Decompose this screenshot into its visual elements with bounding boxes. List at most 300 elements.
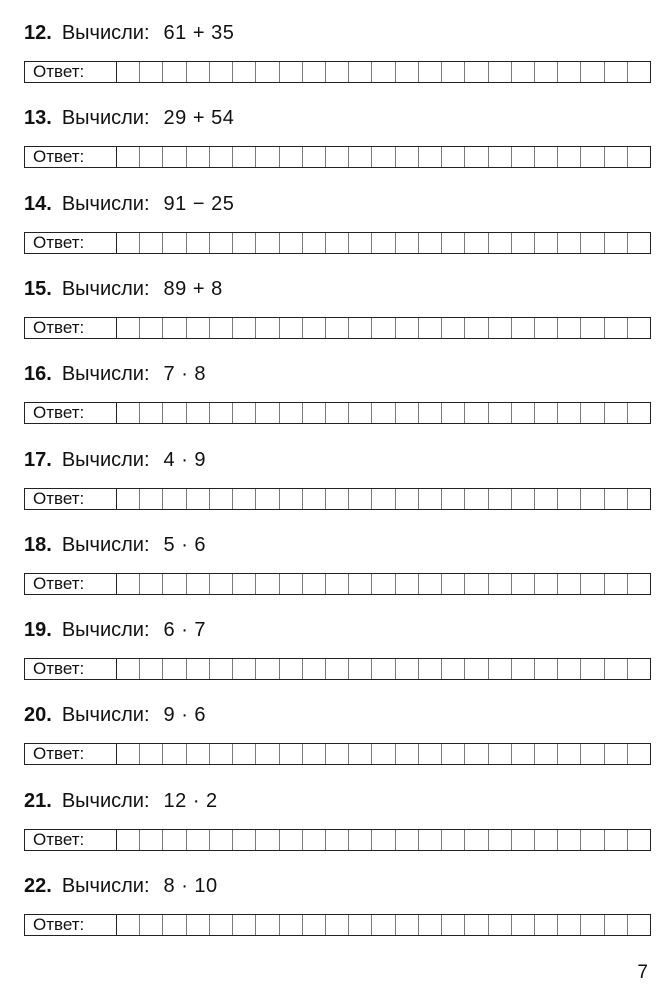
task-verb: Вычисли: (61, 107, 150, 130)
answer-cell[interactable] (256, 489, 279, 509)
task-verb: Вычисли: (61, 22, 150, 44)
answer-cell[interactable] (187, 830, 210, 850)
answer-cell[interactable] (233, 403, 256, 423)
answer-cell[interactable] (163, 830, 186, 850)
answer-cell[interactable] (442, 233, 465, 253)
answer-cell[interactable] (372, 659, 395, 679)
answer-cell[interactable] (117, 403, 140, 423)
answer-cell[interactable] (372, 403, 395, 423)
page-number: 7 (637, 962, 648, 983)
answer-cell[interactable] (628, 62, 650, 82)
answer-cell[interactable] (303, 62, 326, 82)
answer-cell[interactable] (396, 659, 419, 679)
answer-cell[interactable] (442, 915, 465, 935)
answer-cell[interactable] (210, 62, 233, 82)
answer-cell[interactable] (210, 915, 233, 935)
answer-cell[interactable] (442, 403, 465, 423)
answer-cell[interactable] (187, 574, 210, 594)
answer-cell[interactable] (256, 147, 279, 167)
answer-cell[interactable] (187, 489, 210, 509)
answer-cell[interactable] (419, 489, 442, 509)
answer-cell[interactable] (349, 915, 372, 935)
answer-cell[interactable] (256, 659, 279, 679)
answer-cell[interactable] (396, 574, 419, 594)
answer-cell[interactable] (581, 659, 604, 679)
answer-cell[interactable] (210, 233, 233, 253)
answer-cell[interactable] (512, 147, 535, 167)
answer-cell[interactable] (117, 318, 140, 338)
answer-cell[interactable] (396, 830, 419, 850)
answer-cell[interactable] (372, 915, 395, 935)
answer-cell[interactable] (280, 403, 303, 423)
task-expression: 61 + 35 (163, 22, 235, 44)
answer-cell[interactable] (535, 147, 558, 167)
answer-cell[interactable] (396, 147, 419, 167)
answer-cell[interactable] (326, 830, 349, 850)
answer-cell[interactable] (326, 659, 349, 679)
answer-cell[interactable] (558, 147, 581, 167)
answer-cell[interactable] (512, 574, 535, 594)
answer-cell[interactable] (558, 574, 581, 594)
answer-cell[interactable] (372, 830, 395, 850)
answer-cell[interactable] (303, 574, 326, 594)
answer-cell[interactable] (628, 403, 650, 423)
answer-cell[interactable] (117, 233, 140, 253)
answer-cell[interactable] (489, 489, 512, 509)
answer-cell[interactable] (117, 659, 140, 679)
task-12 (0, 8, 666, 94)
answer-cell[interactable] (465, 659, 488, 679)
answer-cell[interactable] (512, 659, 535, 679)
answer-cell[interactable] (419, 233, 442, 253)
answer-cell[interactable] (396, 233, 419, 253)
answer-cell[interactable] (628, 318, 650, 338)
answer-cell[interactable] (512, 915, 535, 935)
answer-cell[interactable] (256, 574, 279, 594)
task-verb: Вычисли: (61, 875, 150, 897)
answer-cell[interactable] (140, 574, 163, 594)
answer-cell[interactable] (442, 489, 465, 509)
answer-cell[interactable] (442, 147, 465, 167)
answer-cell[interactable] (233, 147, 256, 167)
answer-cell[interactable] (280, 62, 303, 82)
answer-cell[interactable] (256, 915, 279, 935)
answer-cell[interactable] (140, 489, 163, 509)
answer-cell[interactable] (210, 318, 233, 338)
task-number: 19 (24, 619, 47, 642)
answer-cell[interactable] (512, 489, 535, 509)
answer-cell[interactable] (512, 318, 535, 338)
answer-cell[interactable] (349, 147, 372, 167)
answer-cell[interactable] (628, 574, 650, 594)
answer-cell[interactable] (349, 318, 372, 338)
answer-cell[interactable] (140, 915, 163, 935)
answer-cell[interactable] (535, 659, 558, 679)
answer-cell[interactable] (419, 659, 442, 679)
answer-cell[interactable] (349, 744, 372, 764)
answer-cells (117, 574, 650, 594)
answer-cell[interactable] (419, 574, 442, 594)
answer-cell[interactable] (280, 147, 303, 167)
answer-cell[interactable] (233, 915, 256, 935)
task-expression: 9 · 6 (163, 704, 207, 727)
task-statement (24, 534, 206, 560)
answer-cell[interactable] (581, 915, 604, 935)
answer-cell[interactable] (187, 233, 210, 253)
answer-cell[interactable] (558, 830, 581, 850)
answer-cell[interactable] (581, 489, 604, 509)
answer-cell[interactable] (372, 318, 395, 338)
answer-cell[interactable] (605, 489, 628, 509)
answer-cell[interactable] (605, 830, 628, 850)
answer-cell[interactable] (233, 489, 256, 509)
answer-cell[interactable] (117, 830, 140, 850)
answer-cell[interactable] (163, 318, 186, 338)
answer-cell[interactable] (163, 233, 186, 253)
answer-row (24, 829, 651, 851)
answer-cell[interactable] (372, 147, 395, 167)
answer-cell[interactable] (303, 659, 326, 679)
answer-cell[interactable] (163, 147, 186, 167)
answer-cell[interactable] (628, 147, 650, 167)
answer-cell[interactable] (581, 147, 604, 167)
answer-cell[interactable] (303, 830, 326, 850)
answer-cell[interactable] (140, 403, 163, 423)
answer-cell[interactable] (187, 318, 210, 338)
answer-cell[interactable] (535, 403, 558, 423)
answer-cell[interactable] (187, 147, 210, 167)
answer-cell[interactable] (535, 233, 558, 253)
answer-cell[interactable] (581, 574, 604, 594)
answer-cell[interactable] (326, 574, 349, 594)
answer-cell[interactable] (465, 574, 488, 594)
answer-cell[interactable] (558, 62, 581, 82)
answer-cell[interactable] (396, 403, 419, 423)
answer-cell[interactable] (535, 62, 558, 82)
answer-row (24, 232, 651, 254)
answer-cell[interactable] (117, 147, 140, 167)
task-verb: Вычисли: (61, 619, 150, 642)
answer-cell[interactable] (256, 744, 279, 764)
answer-cell[interactable] (512, 233, 535, 253)
task-statement (24, 619, 206, 645)
answer-cell[interactable] (489, 659, 512, 679)
answer-cell[interactable] (535, 574, 558, 594)
answer-cell[interactable] (163, 489, 186, 509)
task-15 (0, 264, 666, 350)
answer-cell[interactable] (442, 744, 465, 764)
task-statement (24, 107, 234, 133)
answer-cell[interactable] (117, 744, 140, 764)
answer-cell[interactable] (187, 659, 210, 679)
answer-cell[interactable] (256, 318, 279, 338)
task-statement (24, 790, 218, 816)
answer-cell[interactable] (349, 489, 372, 509)
answer-cell[interactable] (280, 744, 303, 764)
answer-cell[interactable] (419, 915, 442, 935)
answer-cell[interactable] (442, 62, 465, 82)
answer-cell[interactable] (349, 659, 372, 679)
answer-cell[interactable] (605, 744, 628, 764)
task-number-dot: . (46, 277, 52, 300)
answer-cell[interactable] (558, 489, 581, 509)
task-expression: 91 − 25 (163, 192, 235, 215)
answer-cell[interactable] (581, 744, 604, 764)
answer-cell[interactable] (535, 830, 558, 850)
answer-cell[interactable] (163, 915, 186, 935)
answer-cell[interactable] (628, 489, 650, 509)
answer-cell[interactable] (303, 915, 326, 935)
answer-label: Ответ: (25, 403, 117, 423)
answer-cell[interactable] (303, 489, 326, 509)
task-number-dot: . (46, 789, 52, 812)
task-verb: Вычисли: (61, 533, 150, 556)
answer-cell[interactable] (163, 574, 186, 594)
answer-cell[interactable] (163, 403, 186, 423)
answer-cell[interactable] (605, 403, 628, 423)
answer-cell[interactable] (396, 744, 419, 764)
answer-cell[interactable] (442, 659, 465, 679)
answer-row (24, 658, 651, 680)
answer-cell[interactable] (187, 403, 210, 423)
answer-cells (117, 830, 650, 850)
answer-cell[interactable] (140, 147, 163, 167)
answer-cell[interactable] (396, 915, 419, 935)
answer-cell[interactable] (233, 659, 256, 679)
answer-cell[interactable] (280, 489, 303, 509)
answer-cell[interactable] (326, 403, 349, 423)
task-17 (0, 435, 666, 521)
answer-cell[interactable] (628, 830, 650, 850)
answer-cell[interactable] (210, 574, 233, 594)
task-statement (24, 449, 206, 475)
answer-cell[interactable] (117, 574, 140, 594)
answer-cell[interactable] (233, 830, 256, 850)
answer-cell[interactable] (256, 233, 279, 253)
answer-cell[interactable] (605, 233, 628, 253)
answer-cell[interactable] (489, 233, 512, 253)
answer-label: Ответ: (25, 659, 117, 679)
answer-cell[interactable] (187, 915, 210, 935)
answer-cell[interactable] (210, 147, 233, 167)
answer-cell[interactable] (210, 744, 233, 764)
answer-cell[interactable] (581, 403, 604, 423)
answer-cell[interactable] (140, 318, 163, 338)
task-16 (0, 349, 666, 435)
answer-cell[interactable] (163, 62, 186, 82)
answer-cell[interactable] (442, 574, 465, 594)
answer-cell[interactable] (558, 915, 581, 935)
answer-cell[interactable] (442, 830, 465, 850)
answer-cell[interactable] (465, 489, 488, 509)
answer-cell[interactable] (489, 62, 512, 82)
answer-cell[interactable] (419, 62, 442, 82)
answer-cell[interactable] (628, 659, 650, 679)
answer-cell[interactable] (558, 233, 581, 253)
answer-cell[interactable] (117, 62, 140, 82)
answer-cell[interactable] (349, 233, 372, 253)
answer-cell[interactable] (233, 318, 256, 338)
answer-cell[interactable] (465, 147, 488, 167)
answer-cell[interactable] (303, 233, 326, 253)
answer-label: Ответ: (25, 744, 117, 764)
answer-cell[interactable] (187, 62, 210, 82)
answer-cell[interactable] (396, 318, 419, 338)
answer-cell[interactable] (605, 318, 628, 338)
answer-cell[interactable] (303, 403, 326, 423)
answer-cell[interactable] (349, 403, 372, 423)
answer-cell[interactable] (326, 318, 349, 338)
answer-cell[interactable] (233, 574, 256, 594)
answer-cell[interactable] (628, 915, 650, 935)
answer-cell[interactable] (581, 318, 604, 338)
answer-cell[interactable] (512, 830, 535, 850)
answer-cell[interactable] (326, 147, 349, 167)
answer-cell[interactable] (465, 403, 488, 423)
answer-cell[interactable] (605, 915, 628, 935)
answer-cell[interactable] (280, 915, 303, 935)
answer-cell[interactable] (140, 744, 163, 764)
answer-cell[interactable] (419, 403, 442, 423)
answer-cell[interactable] (163, 744, 186, 764)
answer-cell[interactable] (465, 233, 488, 253)
answer-cells (117, 233, 650, 253)
answer-cell[interactable] (489, 915, 512, 935)
answer-row (24, 743, 651, 765)
answer-cell[interactable] (140, 233, 163, 253)
answer-cell[interactable] (489, 403, 512, 423)
answer-cell[interactable] (489, 744, 512, 764)
answer-cell[interactable] (489, 574, 512, 594)
answer-label: Ответ: (25, 574, 117, 594)
answer-cell[interactable] (605, 659, 628, 679)
answer-cell[interactable] (117, 915, 140, 935)
answer-cell[interactable] (558, 659, 581, 679)
answer-cell[interactable] (372, 574, 395, 594)
answer-cell[interactable] (535, 489, 558, 509)
answer-cell[interactable] (349, 830, 372, 850)
answer-label: Ответ: (25, 318, 117, 338)
answer-cell[interactable] (489, 318, 512, 338)
answer-cell[interactable] (535, 744, 558, 764)
answer-cell[interactable] (465, 915, 488, 935)
answer-cell[interactable] (233, 62, 256, 82)
answer-cell[interactable] (280, 318, 303, 338)
answer-cell[interactable] (163, 659, 186, 679)
answer-cell[interactable] (210, 403, 233, 423)
answer-cell[interactable] (558, 403, 581, 423)
answer-cell[interactable] (558, 744, 581, 764)
answer-cell[interactable] (442, 318, 465, 338)
answer-cell[interactable] (210, 830, 233, 850)
task-number: 21 (24, 789, 47, 812)
answer-cell[interactable] (396, 489, 419, 509)
answer-cell[interactable] (372, 489, 395, 509)
answer-cells (117, 915, 650, 935)
answer-cell[interactable] (233, 744, 256, 764)
task-expression: 7 · 8 (163, 363, 207, 386)
answer-cell[interactable] (349, 62, 372, 82)
answer-cell[interactable] (419, 318, 442, 338)
answer-cell[interactable] (605, 147, 628, 167)
answer-cell[interactable] (628, 233, 650, 253)
task-statement (24, 704, 206, 730)
answer-cell[interactable] (372, 62, 395, 82)
answer-cell[interactable] (326, 233, 349, 253)
answer-cell[interactable] (512, 744, 535, 764)
answer-cell[interactable] (465, 62, 488, 82)
answer-cell[interactable] (210, 489, 233, 509)
answer-cell[interactable] (558, 318, 581, 338)
task-expression: 6 · 7 (163, 619, 207, 642)
answer-cell[interactable] (256, 62, 279, 82)
answer-cell[interactable] (581, 830, 604, 850)
task-expression: 8 · 10 (163, 875, 218, 897)
task-number-dot: . (46, 875, 52, 897)
answer-cell[interactable] (140, 659, 163, 679)
answer-cell[interactable] (280, 233, 303, 253)
task-verb: Вычисли: (61, 704, 150, 727)
answer-cell[interactable] (280, 574, 303, 594)
answer-cell[interactable] (512, 62, 535, 82)
answer-cell[interactable] (581, 233, 604, 253)
answer-cell[interactable] (233, 233, 256, 253)
answer-cell[interactable] (489, 147, 512, 167)
answer-cell[interactable] (187, 744, 210, 764)
task-number: 15 (24, 277, 47, 300)
answer-cell[interactable] (419, 744, 442, 764)
answer-cells (117, 744, 650, 764)
answer-cell[interactable] (465, 830, 488, 850)
task-number-dot: . (46, 448, 52, 471)
answer-cell[interactable] (372, 744, 395, 764)
answer-cell[interactable] (280, 830, 303, 850)
answer-cell[interactable] (303, 147, 326, 167)
answer-cell[interactable] (512, 403, 535, 423)
answer-cell[interactable] (372, 233, 395, 253)
answer-cell[interactable] (465, 744, 488, 764)
answer-cell[interactable] (210, 659, 233, 679)
answer-cell[interactable] (140, 62, 163, 82)
answer-cell[interactable] (396, 62, 419, 82)
answer-cell[interactable] (535, 318, 558, 338)
answer-cell[interactable] (628, 744, 650, 764)
answer-cells (117, 62, 650, 82)
answer-cell[interactable] (256, 403, 279, 423)
answer-cell[interactable] (581, 62, 604, 82)
answer-cell[interactable] (489, 830, 512, 850)
answer-label: Ответ: (25, 489, 117, 509)
task-verb: Вычисли: (61, 448, 150, 471)
answer-cell[interactable] (605, 574, 628, 594)
answer-cell[interactable] (303, 744, 326, 764)
answer-cell[interactable] (303, 318, 326, 338)
answer-cell[interactable] (280, 659, 303, 679)
answer-cell[interactable] (140, 830, 163, 850)
answer-cell[interactable] (535, 915, 558, 935)
answer-cell[interactable] (326, 62, 349, 82)
answer-cell[interactable] (419, 147, 442, 167)
answer-cell[interactable] (117, 489, 140, 509)
answer-cell[interactable] (465, 318, 488, 338)
answer-cell[interactable] (256, 830, 279, 850)
answer-cell[interactable] (419, 830, 442, 850)
answer-cell[interactable] (326, 915, 349, 935)
answer-cell[interactable] (349, 574, 372, 594)
answer-cell[interactable] (326, 744, 349, 764)
answer-cell[interactable] (326, 489, 349, 509)
answer-cell[interactable] (605, 62, 628, 82)
